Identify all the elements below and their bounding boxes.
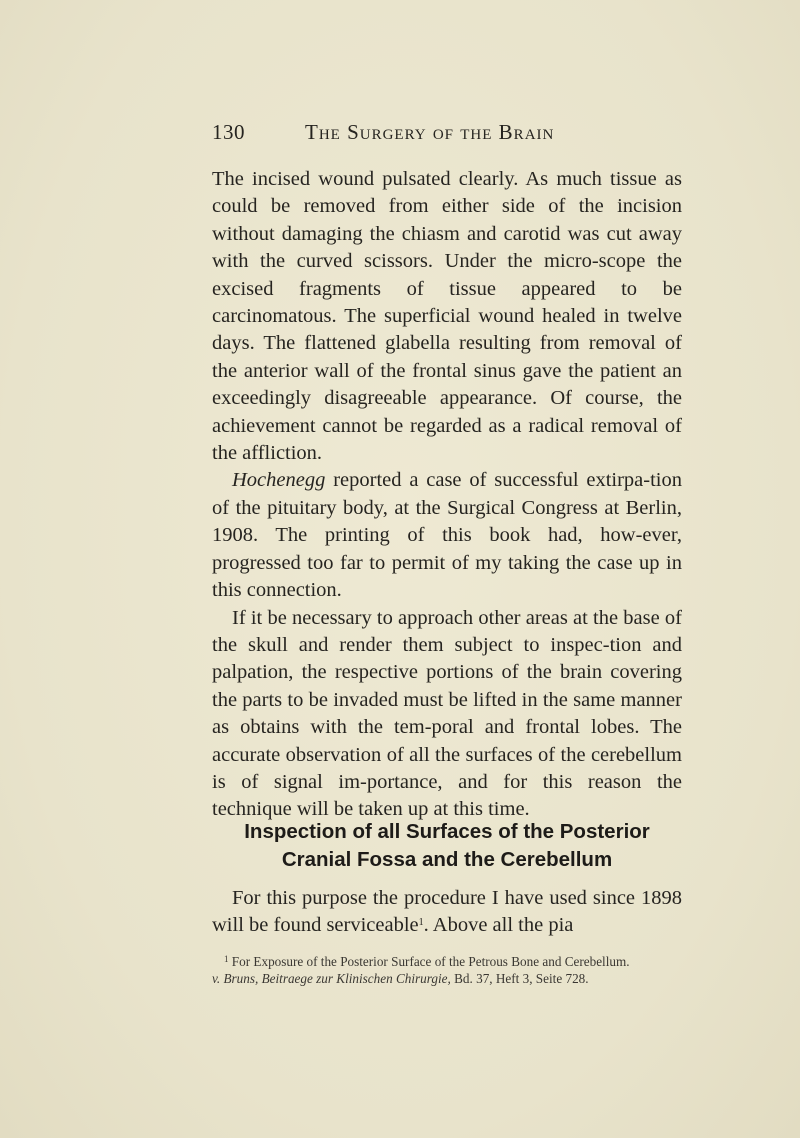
paragraph-procedure-text: For this purpose the procedure I have used since 1898 will be found serviceable [212,887,682,937]
footnote-author: v. Bruns, [212,971,259,986]
section-heading [212,818,682,874]
footnote-line-2 [212,970,682,987]
author-name-hochenegg: Hochenegg [232,469,326,492]
section-heading-line1: Inspection of all Surfaces of the Posterior [244,820,650,843]
paragraph-wound [212,166,682,467]
page-header [0,120,800,154]
footnote-reference: 1 [418,917,424,929]
footnote-marker: 1 [224,954,229,964]
footnote-line-1 [212,951,682,970]
footnote-journal: Beitraege zur Klinischen Chirurgie, [261,971,451,986]
footnote-citation: Bd. 37, Heft 3, Seite 728. [450,971,589,986]
section-heading-line2: Cranial Fossa and the Cerebellum [281,848,613,871]
body-text [212,166,682,824]
paragraph-skull-base-text: If it be necessary to approach other areas at the base of the skull and render them subject to inspec-tion and palpation, the respective portions of the brain covering the parts to be invaded must be lifted in the same manner as obtains with the tem-poral and frontal lobes. The accurate observation of all the surfaces of the cerebellum is of signal im-portance, and for this reason the technique will be taken up at this time. [212,606,682,821]
page-number: 130 [212,120,245,144]
paragraph-skull-base [212,605,682,824]
footnote [212,951,682,987]
paragraph-procedure-continuation: . Above all the pia [423,914,574,937]
paragraph-hochenegg [212,467,682,604]
paragraph-hochenegg-text: reported a case of successful extirpa-tion of the pituitary body, at the Surgical Congress at Berlin, 1908. The printing of this book had, how-ever, progressed too far to permit of my taking the case up in this connection. [212,469,682,602]
paragraph-wound-text: The incised wound pulsated clearly. As much tissue as could be removed from either side of the incision without damaging the chiasm and carotid was cut away with the curved scissors. Under the micro-scope the excised fragments of tissue appeared to be carcinomatous. The superficial wound healed in twelve days. The flattened glabella resulting from removal of the anterior wall of the frontal sinus gave the patient an exceedingly disagreeable appearance. Of course, the achievement cannot be regarded as a radical removal of the affliction. [212,168,682,465]
paragraph-procedure [212,885,682,940]
running-head: The Surgery of the Brain [305,120,555,144]
footnote-title: For Exposure of the Posterior Surface of the Petrous Bone and Cerebellum. [231,954,630,969]
section-body [212,885,682,940]
